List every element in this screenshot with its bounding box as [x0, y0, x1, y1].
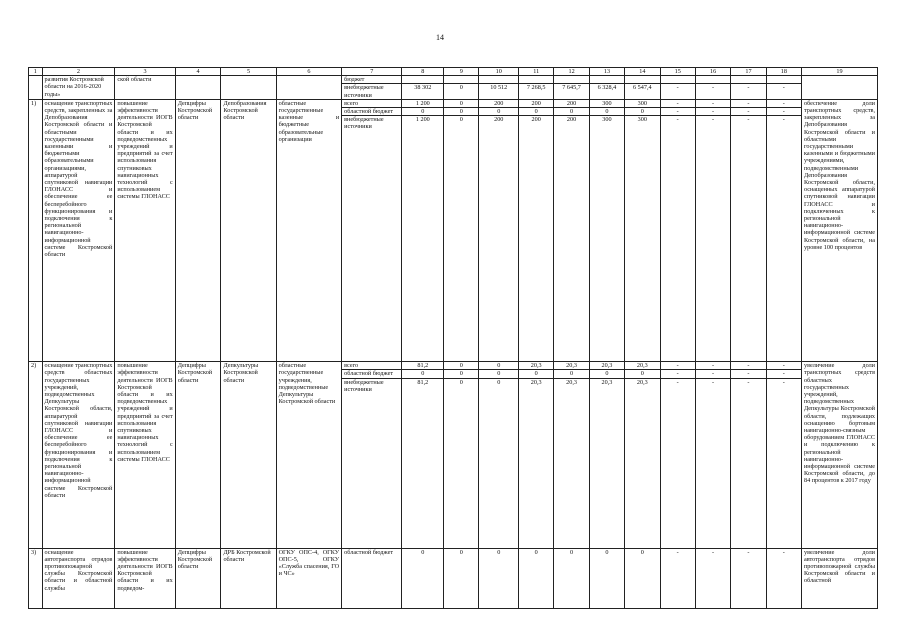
value-cell: 0 [444, 362, 479, 370]
value-cell: - [731, 362, 766, 370]
value-cell: 200 [519, 116, 554, 362]
coexecutor-cell: Депкультуры Костромской области [221, 362, 276, 548]
activity-cell: оснащение транспортных средств, закрепленных за Депобразования Костромской области и областными государственными казенными и бюджетными образовательными организациями, аппаратурой спутниковой навигации ГЛОНАСС и обеспечение ее бесперебойного функционирования и подключения к региональной навигационно-информационной системе Костромской области [42, 99, 115, 361]
value-cell: - [695, 99, 730, 107]
value-cell: 1 200 [402, 99, 444, 107]
activity-row [29, 99, 878, 107]
value-cell: 0 [554, 108, 589, 116]
row-number: 1) [29, 99, 43, 361]
activity-cell: оснащение автотранспорта отрядов противопожарной службы Костромской области и областной службы [42, 548, 115, 608]
col-header: 8 [402, 68, 444, 76]
participants-cell: областные государственные казенные и бюджетные образовательные организации [276, 99, 342, 361]
value-cell: - [695, 362, 730, 370]
source-cell: внебюджетные источники [342, 84, 402, 99]
col-header: 17 [731, 68, 766, 76]
value-cell: - [731, 108, 766, 116]
value-cell: 81,2 [402, 362, 444, 370]
value-cell: 0 [554, 548, 589, 608]
coexecutor-cell: ДРБ Костромской области [221, 548, 276, 608]
value-cell: 20,3 [554, 378, 589, 548]
value-cell: 6 328,4 [589, 84, 624, 99]
value-cell: 200 [554, 99, 589, 107]
col-header: 16 [695, 68, 730, 76]
value-cell: 200 [479, 116, 519, 362]
value-cell: 0 [479, 108, 519, 116]
col-header: 15 [660, 68, 695, 76]
value-cell: 300 [625, 99, 660, 107]
value-cell: - [695, 108, 730, 116]
value-cell: - [766, 108, 801, 116]
value-cell: 0 [402, 370, 444, 378]
col-header: 9 [444, 68, 479, 76]
value-cell: - [766, 370, 801, 378]
coexecutor-cell: Депобразования Костромской области [221, 99, 276, 361]
value-cell: - [766, 84, 801, 99]
page-number: 14 [436, 33, 444, 42]
result-cell: увеличение доли транспортных средств областных государственных учреждений, подведомственных Депкультуры Костромской области, подлежащих оснащению бортовым навигационно-связным оборудованием ГЛОНАСС и подключению к региональной навигационно-информационной системе Костромской области, до 84 процентов к 2017 году [802, 362, 878, 548]
value-cell: 0 [479, 548, 519, 608]
value-cell: 0 [519, 370, 554, 378]
row-number: 2) [29, 362, 43, 548]
value-cell: - [766, 116, 801, 362]
value-cell: - [660, 378, 695, 548]
activity-cell: оснащение транспортных средств областных государственных учреждений, подведомственных Депкультуры Костромской области, аппаратурой спутниковой навигации ГЛОНАСС и обеспечение ее бесперебойного функционирования и подключения к региональной навигационно-информационной системе Костромской области [42, 362, 115, 548]
value-cell: 0 [625, 548, 660, 608]
source-cell: областной бюджет [342, 548, 402, 608]
col-header: 1 [29, 68, 43, 76]
col-header: 7 [342, 68, 402, 76]
value-cell: 0 [625, 108, 660, 116]
value-cell: 300 [589, 116, 624, 362]
value-cell: 0 [402, 548, 444, 608]
value-cell: 0 [554, 370, 589, 378]
col-header: 19 [802, 68, 878, 76]
value-cell: - [660, 548, 695, 608]
value-cell: 1 200 [402, 116, 444, 362]
value-cell: - [766, 99, 801, 107]
value-cell: 0 [519, 548, 554, 608]
col-header: 10 [479, 68, 519, 76]
executor-cell: Депцифры Костромской области [175, 99, 221, 361]
value-cell: - [695, 370, 730, 378]
col-header: 11 [519, 68, 554, 76]
source-cell: внебюджетные источники [342, 116, 402, 362]
value-cell: 20,3 [554, 362, 589, 370]
value-cell: 7 268,5 [519, 84, 554, 99]
col-header: 14 [625, 68, 660, 76]
value-cell: 0 [444, 84, 479, 99]
col-header: 6 [276, 68, 342, 76]
value-cell: - [695, 378, 730, 548]
value-cell: - [660, 370, 695, 378]
value-cell: 200 [519, 99, 554, 107]
value-cell: 81,2 [402, 378, 444, 548]
col-header: 3 [115, 68, 175, 76]
participants-cell: областные государственные учреждения, подведомственные Депкультуры Костромской области [276, 362, 342, 548]
row-number: 3) [29, 548, 43, 608]
col-header: 12 [554, 68, 589, 76]
source-cell: бюджет [342, 76, 402, 84]
value-cell: 20,3 [625, 378, 660, 548]
value-cell: 0 [444, 108, 479, 116]
value-cell: 38 302 [402, 84, 444, 99]
value-cell: - [731, 116, 766, 362]
value-cell: - [731, 99, 766, 107]
value-cell: 0 [444, 99, 479, 107]
value-cell: 10 512 [479, 84, 519, 99]
value-cell: - [660, 108, 695, 116]
value-cell: - [731, 370, 766, 378]
value-cell: 20,3 [589, 362, 624, 370]
table-body [29, 68, 878, 609]
source-cell: областной бюджет [342, 370, 402, 378]
col-header: 2 [42, 68, 115, 76]
value-cell: 200 [554, 116, 589, 362]
value-cell: - [660, 116, 695, 362]
goal-cell: повышение эффективности деятельности ИОГВ Костромской области и их подведом- [115, 548, 175, 608]
column-number-row [29, 68, 878, 76]
value-cell: 0 [589, 370, 624, 378]
value-cell: - [660, 362, 695, 370]
value-cell: - [660, 84, 695, 99]
value-cell: - [731, 84, 766, 99]
value-cell: - [731, 548, 766, 608]
executor-cell: Депцифры Костромской области [175, 362, 221, 548]
value-cell: 0 [402, 108, 444, 116]
value-cell: 0 [479, 370, 519, 378]
value-cell: 0 [479, 362, 519, 370]
value-cell: 0 [444, 116, 479, 362]
participants-cell: ОГКУ ОПС-4, ОГКУ ОПС-5, ОГКУ «Служба спасения, ГО и ЧС» [276, 548, 342, 608]
source-cell: всего [342, 362, 402, 370]
value-cell: 20,3 [625, 362, 660, 370]
value-cell: - [660, 99, 695, 107]
col-header: 5 [221, 68, 276, 76]
value-cell: 0 [519, 108, 554, 116]
value-cell: 0 [625, 370, 660, 378]
value-cell: - [695, 116, 730, 362]
value-cell: 0 [444, 378, 479, 548]
goal-cell: повышение эффективности деятельности ИОГВ Костромской области и их подведомственных учреждений и предприятий за счет использования спутниковых навигационных технологий с использованием системы ГЛОНАСС [115, 362, 175, 548]
activity-row [29, 362, 878, 370]
value-cell: - [766, 548, 801, 608]
executor-cell: Депцифры Костромской области [175, 548, 221, 608]
value-cell: - [695, 84, 730, 99]
value-cell: 20,3 [519, 362, 554, 370]
goal-cell: повышение эффективности деятельности ИОГВ Костромской области и их подведомственных учреждений и предприятий за счет использования спутниковых навигационных технологий с использованием системы ГЛОНАСС [115, 99, 175, 361]
col-header: 18 [766, 68, 801, 76]
value-cell: - [695, 548, 730, 608]
result-cell: обеспечение доли транспортных средств, закрепленных за Депобразования Костромской области и областными государственными казенными и бюджетными учреждениями, подведомственными Депобразования Костромской области, оснащенных аппаратурой спутниковой навигации ГЛОНАСС и подключенных к региональной навигационно-информационной системе Костромской области, на уровне 100 процентов [802, 99, 878, 361]
goal-cell: ской области [115, 76, 175, 100]
col-header: 4 [175, 68, 221, 76]
value-cell: 7 645,7 [554, 84, 589, 99]
value-cell: - [766, 362, 801, 370]
source-cell: внебюджетные источники [342, 378, 402, 548]
source-cell: областной бюджет [342, 108, 402, 116]
program-activities-table [28, 67, 878, 609]
value-cell: 20,3 [589, 378, 624, 548]
value-cell: 0 [479, 378, 519, 548]
value-cell: 6 547,4 [625, 84, 660, 99]
col-header: 13 [589, 68, 624, 76]
value-cell: 0 [589, 108, 624, 116]
value-cell: 200 [479, 99, 519, 107]
value-cell: 300 [625, 116, 660, 362]
value-cell: 0 [589, 548, 624, 608]
continuation-row [29, 76, 878, 84]
value-cell: 300 [589, 99, 624, 107]
value-cell: 20,3 [519, 378, 554, 548]
value-cell: - [731, 378, 766, 548]
result-cell: увеличение доли автотранспорта отрядов противопожарной службы Костромской области и областной [802, 548, 878, 608]
activity-row [29, 548, 878, 608]
value-cell: - [766, 378, 801, 548]
activity-cell: развития Костромской области на 2016-2020 годы» [42, 76, 115, 100]
source-cell: всего [342, 99, 402, 107]
value-cell: 0 [444, 370, 479, 378]
value-cell: 0 [444, 548, 479, 608]
